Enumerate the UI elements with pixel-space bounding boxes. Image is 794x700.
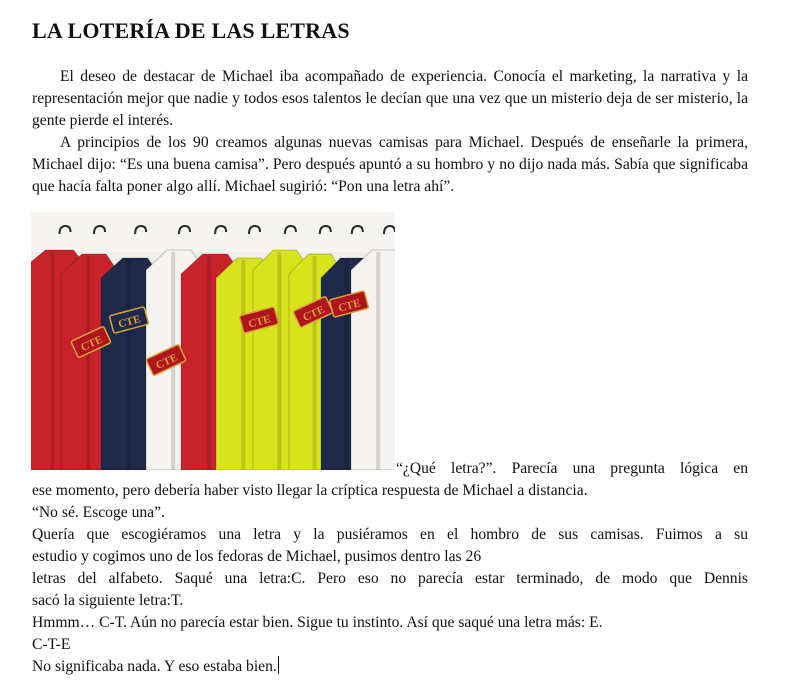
shirts-rack-illustration [31, 212, 395, 470]
text-cursor [278, 656, 279, 674]
shirts-photo [31, 212, 395, 470]
shirt-placket [313, 256, 317, 470]
svg-text:CTE: CTE [247, 313, 272, 331]
text-line-10-text: No significaba nada. Y eso estaba bien. [32, 658, 277, 675]
text-line-4: Quería que escogiéramos una letra y la pusiéramos en el hombro de sus camisas. Fuimos a su [32, 526, 748, 543]
article-title: LA LOTERÍA DE LAS LETRAS [32, 18, 350, 43]
shirt-placket [127, 260, 131, 470]
shirt-placket [86, 256, 90, 470]
shirt-placket [376, 252, 380, 470]
text-line-3: “No sé. Escoge una”. [32, 504, 165, 521]
paragraph-shirts: A principios de los 90 creamos algunas nuevas camisas para Michael. Después de enseñarle la primera, Michael dijo: “Es una buena camisa”. Pero después apuntó a su hombro y no dijo nada más. Sabía que significaba que hacía falta poner algo allí. Michael sugirió: “Pon una letra ahí”. [32, 134, 748, 195]
text-line-8: Hmmm… C-T. Aún no parecía estar bien. Sigue tu instinto. Así que saqué una letra más: E. [32, 614, 603, 631]
svg-text:CTE: CTE [301, 303, 327, 325]
svg-text:CTE: CTE [117, 313, 142, 331]
svg-text:CTE: CTE [337, 297, 362, 315]
shirt-placket [345, 260, 349, 470]
text-line-1: “¿Qué letra?”. Parecía una pregunta lógica en [396, 460, 748, 477]
shirt-placket [50, 252, 54, 470]
svg-text:CTE: CTE [154, 351, 180, 373]
shirt-placket [207, 256, 211, 470]
shirt-placket [241, 260, 245, 470]
shirt [351, 250, 395, 470]
text-line-2: ese momento, pero debería haber visto llegar la críptica respuesta de Michael a distancia. [32, 482, 588, 499]
shirt-placket [277, 252, 281, 470]
text-line-5: estudio y cogimos uno de los fedoras de Michael, pusimos dentro las 26 [32, 548, 482, 565]
text-line-9: C-T-E [32, 636, 71, 653]
paragraph-intro: El deseo de destacar de Michael iba acompañado de experiencia. Conocía el marketing, la narrativa y la representación mejor que nadie y todos esos talentos le decían que una vez que un misterio deja de ser misterio, la gente pierde el interés. [32, 68, 748, 129]
svg-text:CTE: CTE [79, 333, 105, 355]
text-line-10 [32, 656, 279, 678]
text-line-6: letras del alfabeto. Saqué una letra:C. Pero eso no parecía estar terminado, de modo que Dennis [32, 570, 748, 587]
text-line-7: sacó la siguiente letra:T. [32, 592, 184, 609]
